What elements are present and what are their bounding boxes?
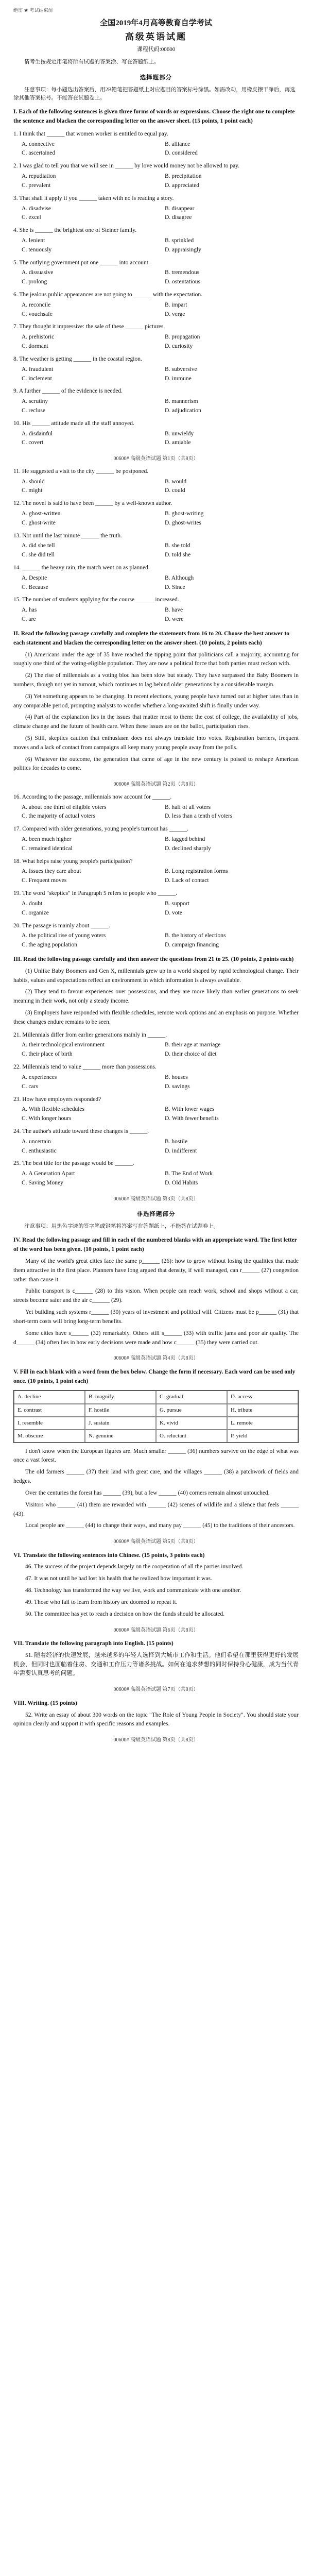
- part-v-heading: V. Fill in each blank with a word from the box below. Change the form if necessary. Each word can be used only once. (10 points, 1 point each): [13, 1368, 296, 1384]
- answer-option: D. verge: [165, 311, 185, 317]
- part-vii-text: 51. 随着经济的快速发展，越来越多的年轻人选择到大城市工作和生活。他们希望在那里获得更好的发展机会，但同时也面临着住房、交通和工作压力等诸多挑战。如何在追求梦想的同时保持身心健康，成为当代青年需要认真思考的问题。: [13, 1652, 299, 1677]
- part-vii-heading: VII. Translate the following paragraph into English. (15 points): [13, 1640, 174, 1647]
- passage-paragraph: (3) Yet something appears to be changing. In recent elections, young people have turned out at higher rates than in any comparable period, prompting analysts to wonder whether a long-awaited shift is finally under way.: [13, 693, 299, 709]
- translation-item: 46. The success of the project depends largely on the cooperation of all the parties involved.: [25, 1564, 244, 1570]
- question-stem: 2. I was glad to tell you that we will see in ______ by love would money not be allowed to pay.: [13, 163, 240, 170]
- word-bank-item: E. contrast: [14, 1404, 85, 1417]
- answer-option: A. experiences: [22, 1074, 57, 1080]
- answer-option: D. appraisingly: [165, 246, 201, 253]
- answer-option: B. With lower wages: [165, 1106, 215, 1113]
- answer-option: C. are: [22, 616, 36, 623]
- question-stem: 4. She is ______ the brightest one of Steiner family.: [13, 227, 137, 234]
- word-bank-item: G. pursue: [156, 1404, 227, 1417]
- option-list: [22, 205, 299, 223]
- passage-paragraph: (6) Whatever the outcome, the generation that came of age in the new century is poised to reshape American politics for decades to come.: [13, 756, 299, 772]
- answer-option: B. ghost-writing: [165, 510, 204, 517]
- answer-option: A. reconcile: [22, 301, 51, 308]
- word-bank-item: O. reluctant: [156, 1430, 227, 1443]
- answer-option: D. adjudication: [165, 407, 201, 414]
- question-stem: 22. Millennials tend to value ______ more than possessions.: [13, 1064, 157, 1071]
- option-list: [22, 1138, 299, 1156]
- passage-paragraph: (1) Unlike Baby Boomers and Gen X, millennials grew up in a world shaped by rapid technological change. Their habits, values and expectations reflect an environment in which information is always available.: [13, 968, 299, 984]
- answer-option: D. less than a tenth of voters: [165, 813, 233, 820]
- word-bank-item: K. vivid: [156, 1417, 227, 1430]
- answer-option: C. enthusiastic: [22, 1147, 57, 1154]
- option-list: [22, 236, 299, 255]
- page-footer-3: 00600# 高级英语试题 第3页（共8页）: [113, 1196, 199, 1202]
- part-vi-heading: VI. Translate the following sentences into Chinese. (15 points, 3 points each): [13, 1552, 205, 1558]
- answer-option: B. propagation: [165, 334, 200, 341]
- page-footer-6: 00600# 高级英语试题 第6页（共8页）: [113, 1627, 199, 1633]
- answer-option: C. dormant: [22, 343, 48, 350]
- question-stem: 21. Millennials differ from earlier generations mainly in ______.: [13, 1031, 167, 1038]
- answer-option: C. the majority of actual voters: [22, 813, 96, 820]
- confidential-mark: 绝密 ★ 考试结束前: [13, 8, 53, 13]
- part-i-questions: [13, 130, 299, 448]
- passage-paragraph: (2) They tend to favour experiences over possessions, and they are more likely than earlier generations to seek meaning in their work, not only a steady income.: [13, 989, 299, 1005]
- question-stem: 16. According to the passage, millennials now account for ______.: [13, 793, 172, 800]
- option-list: [22, 333, 299, 351]
- answer-option: D. told she: [165, 552, 191, 558]
- answer-option: B. support: [165, 900, 189, 907]
- exam-title: 全国2019年4月高等教育自学考试: [100, 19, 212, 27]
- answer-option: B. sprinkled: [165, 237, 194, 244]
- answer-option: B. hostile: [165, 1138, 188, 1145]
- answer-option: C. recluse: [22, 407, 45, 414]
- page-footer-2: 00600# 高级英语试题 第2页（共8页）: [113, 782, 199, 788]
- exam-subject: 高级英语试题: [125, 32, 187, 42]
- section-title-nonchoice: 非选择题部分: [136, 1211, 176, 1218]
- question-stem: 18. What helps raise young people's participation?: [13, 858, 133, 865]
- word-bank-item: L. remote: [227, 1417, 298, 1430]
- question-stem: 1. I think that ______ that women worker is entitled to equal pay.: [13, 130, 168, 137]
- question-stem: 3. That shall it apply if you ______ taken with no is reading a story.: [13, 195, 174, 201]
- answer-option: A. prehistoric: [22, 334, 55, 341]
- answer-option: C. prolong: [22, 279, 47, 285]
- answer-option: A. about one third of eligible voters: [22, 804, 107, 810]
- answer-option: C. their place of birth: [22, 1051, 73, 1058]
- option-list: [22, 1073, 299, 1092]
- question-stem: 19. The word "skeptics" in Paragraph 5 refers to people who ______.: [13, 890, 178, 897]
- option-list: [22, 867, 299, 886]
- answer-option: D. curiosity: [165, 343, 193, 350]
- answer-option: B. their age at marriage: [165, 1042, 221, 1048]
- option-list: [22, 606, 299, 624]
- part-ii-questions: [13, 793, 299, 950]
- answer-option: A. Issues they care about: [22, 868, 81, 875]
- answer-option: D. ostentatious: [165, 279, 200, 285]
- answer-option: A. fraudulent: [22, 366, 54, 372]
- answer-option: B. The End of Work: [165, 1171, 213, 1177]
- passage-paragraph: (2) The rise of millennials as a voting bloc has been slow but steady. They have surpassed the Baby Boomers in numbers, though not yet in turnout, which continues to lag behind older generations by a considerable margin.: [13, 672, 299, 688]
- answer-option: D. Old Habits: [165, 1180, 198, 1186]
- question-stem: 10. His ______ attitude made all the staff annoyed.: [13, 420, 134, 427]
- word-bank-item: M. obscure: [14, 1430, 85, 1443]
- answer-option: A. With flexible schedules: [22, 1106, 84, 1113]
- section-title-choice: 选择题部分: [140, 74, 172, 81]
- answer-option: A. been much higher: [22, 836, 72, 842]
- answer-option: B. mannerism: [165, 398, 198, 405]
- answer-option: D. immune: [165, 375, 192, 382]
- cloze-paragraph: Many of the world's great cities face the same p______ (26): how to grow without losing the qualities that made them attractive in the first place. Planners have long argued that density, if well managed, can r______ (27) congestion rather than cause it.: [13, 1258, 299, 1283]
- question-stem: 5. The outlying government put one ______ into account.: [13, 259, 150, 266]
- answer-option: C. With longer hours: [22, 1115, 72, 1122]
- answer-option: A. repudiation: [22, 173, 56, 180]
- answer-option: D. appreciated: [165, 182, 200, 189]
- part-viii-text: 52. Write an essay of about 300 words on the topic "The Role of Young People in Society". You should state your opinion clearly and support it with specific reasons and examples.: [13, 1711, 299, 1727]
- part-iv-passage: [13, 1257, 299, 1347]
- question-stem: 20. The passage is mainly about ______.: [13, 922, 110, 929]
- word-bank-item: P. yield: [227, 1430, 298, 1443]
- option-list: [22, 1105, 299, 1124]
- answer-option: B. alliance: [165, 141, 190, 147]
- part-i-questions-cont: [13, 467, 299, 624]
- answer-option: C. cars: [22, 1083, 38, 1090]
- part-vi-questions: [13, 1563, 299, 1619]
- option-list: [22, 268, 299, 287]
- question-stem: 11. He suggested a visit to the city ______ be postponed.: [13, 468, 149, 474]
- answer-option: D. indifferent: [165, 1147, 197, 1154]
- option-list: [22, 541, 299, 560]
- word-bank-item: I. resemble: [14, 1417, 85, 1430]
- answer-option: B. tremendous: [165, 269, 200, 276]
- answer-option: B. houses: [165, 1074, 188, 1080]
- page-footer-7: 00600# 高级英语试题 第7页（共8页）: [113, 1687, 199, 1693]
- question-stem: 6. The jealous public appearances are not going to ______ with the expectation.: [13, 292, 203, 298]
- translation-item: 49. Those who fail to learn from history are doomed to repeat it.: [25, 1599, 178, 1605]
- answer-option: A. their technological environment: [22, 1042, 105, 1048]
- answer-option: B. have: [165, 607, 183, 614]
- answer-option: D. Lack of contact: [165, 877, 209, 884]
- answer-option: B. disappear: [165, 205, 195, 212]
- answer-option: D. vote: [165, 909, 182, 916]
- fill-paragraph: The old farmers ______ (37) their land with great care, and the villages ______ (38) a patchwork of fields and hedges.: [13, 1469, 299, 1485]
- fill-paragraph: Visitors who ______ (41) them are rewarded with ______ (42) scenes of wildlife and a silence that feels ______ (43).: [13, 1501, 299, 1517]
- cloze-paragraph: Public transport is c______ (28) to this vision. When people can reach work, school and shops without a car, streets become safer and the air c______ (29).: [13, 1288, 299, 1304]
- option-list: [22, 510, 299, 528]
- answer-option: D. were: [165, 616, 184, 623]
- answer-option: A. connective: [22, 141, 55, 147]
- answer-option: A. disadvise: [22, 205, 51, 212]
- answer-option: D. savings: [165, 1083, 190, 1090]
- course-code: 课程代码:00600: [136, 46, 176, 53]
- word-bank-item: A. decline: [14, 1391, 85, 1403]
- answer-option: D. campaign financing: [165, 942, 219, 948]
- cloze-paragraph: Some cities have s______ (32) remarkably. Others still s______ (33) with traffic jams and poor air quality. The d______ (34) often lies in how early decisions were made and how c______ (35) they were carried out.: [13, 1330, 299, 1346]
- answer-option: A. lenient: [22, 237, 45, 244]
- instruction-note: 请考生按规定用笔将所有试题的答案涂、写在答题纸上。: [24, 59, 160, 65]
- answer-option: C. excel: [22, 214, 41, 221]
- answer-option: C. Frequent moves: [22, 877, 67, 884]
- answer-option: A. doubt: [22, 900, 43, 907]
- question-stem: 17. Compared with older generations, young people's turnout has ______.: [13, 826, 188, 833]
- option-list: [22, 835, 299, 854]
- question-stem: 12. The novel is said to have been ______ by a well-known author.: [13, 500, 172, 507]
- translation-item: 47. It was not until he had lost his health that he realized how important it was.: [25, 1575, 212, 1582]
- answer-option: A. scrutiny: [22, 398, 48, 405]
- answer-option: B. Long registration forms: [165, 868, 228, 875]
- part-viii-heading: VIII. Writing. (15 points): [13, 1700, 77, 1706]
- answer-option: D. With fewer benefits: [165, 1115, 219, 1122]
- word-bank-item: B. magnify: [85, 1391, 156, 1403]
- word-bank-item: N. genuine: [85, 1430, 156, 1443]
- option-list: [22, 365, 299, 384]
- answer-option: A. ghost-written: [22, 510, 61, 517]
- question-stem: 8. The weather is getting ______ in the coastal region.: [13, 355, 142, 362]
- option-list: [22, 301, 299, 319]
- option-list: [22, 803, 299, 822]
- answer-option: C. might: [22, 487, 43, 494]
- answer-option: B. she told: [165, 543, 190, 549]
- option-list: [22, 397, 299, 416]
- option-list: [22, 574, 299, 592]
- question-stem: 14. ______ the heavy rain, the match went on as planned.: [13, 565, 150, 571]
- word-bank-item: C. gradual: [156, 1391, 227, 1403]
- option-list: [22, 140, 299, 159]
- answer-option: A. should: [22, 478, 45, 485]
- question-stem: 23. How have employers responded?: [13, 1096, 101, 1103]
- header-line: [13, 7, 299, 14]
- option-list: [22, 172, 299, 191]
- passage-paragraph: (1) Americans under the age of 35 have reached the tipping point that politicians call a majority, accounting for roughly one third of the voting-eligible population. They are now a political force that both parties must reckon with.: [13, 651, 299, 667]
- translation-item: 50. The committee has yet to reach a decision on how the funds should be allocated.: [25, 1611, 225, 1617]
- question-stem: 15. The number of students applying for the course ______ increased.: [13, 597, 179, 603]
- answer-option: C. organize: [22, 909, 49, 916]
- page-footer-1: 00600# 高级英语试题 第1页（共8页）: [113, 456, 199, 462]
- answer-option: B. lagged behind: [165, 836, 205, 842]
- question-stem: 7. They thought it impressive: the sale of these ______ pictures.: [13, 324, 165, 330]
- answer-option: B. Although: [165, 574, 194, 581]
- word-bank-item: J. sustain: [85, 1417, 156, 1430]
- answer-option: C. ghost-write: [22, 519, 56, 526]
- option-list: [22, 478, 299, 496]
- answer-option: B. impart: [165, 301, 187, 308]
- part-i-heading: I. Each of the following sentences is given three forms of words or expressions. Choose the right one to complete the sentence and blacken the corresponding letter on the answer sheet. (15 points, 1 point each): [13, 109, 295, 124]
- passage-paragraph: (3) Employers have responded with flexible schedules, remote work options and an emphasis on purpose. Whether these changes endure remains to be seen.: [13, 1010, 299, 1025]
- answer-option: C. she did tell: [22, 552, 55, 558]
- answer-option: A. A Generation Apart: [22, 1171, 75, 1177]
- choice-note: 注意事项：每小题选出答案后，用2B铅笔把答题纸上对应题目的答案标号涂黑。如需改动，用橡皮擦干净后，再选涂其他答案标号。不能答在试题卷上。: [13, 87, 296, 101]
- answer-option: C. Saving Money: [22, 1180, 63, 1186]
- option-list: [22, 1170, 299, 1188]
- fill-paragraph: I don't know when the European figures are. Much smaller ______ (36) numbers survive on the edge of what was once a vast forest.: [13, 1448, 299, 1464]
- answer-option: B. precipitation: [165, 173, 202, 180]
- answer-option: C. vouchsafe: [22, 311, 53, 317]
- answer-option: A. the political rise of young voters: [22, 933, 106, 939]
- answer-option: C. prevalent: [22, 182, 51, 189]
- answer-option: B. unwieldy: [165, 430, 194, 437]
- part-v-passage: [13, 1447, 299, 1531]
- word-bank: [13, 1390, 299, 1443]
- answer-option: B. would: [165, 478, 187, 485]
- nonchoice-note: 注意事项：用黑色字迹的签字笔或钢笔将答案写在答题纸上，不能答在试题卷上。: [24, 1224, 219, 1230]
- page-footer-8: 00600# 高级英语试题 第8页（共8页）: [113, 1737, 199, 1743]
- answer-option: A. dissuasive: [22, 269, 54, 276]
- answer-option: D. ghost-writes: [165, 519, 201, 526]
- part-iii-questions: [13, 1031, 299, 1188]
- page-footer-4: 00600# 高级英语试题 第4页（共8页）: [113, 1355, 199, 1362]
- part-iii-heading: III. Read the following passage carefully and then answer the questions from 21 to 25. (10 points, 2 points each): [13, 956, 294, 962]
- answer-option: D. their choice of diet: [165, 1051, 217, 1058]
- answer-option: A. disdainful: [22, 430, 53, 437]
- answer-option: C. covert: [22, 439, 44, 446]
- answer-option: D. disagree: [165, 214, 192, 221]
- answer-option: C. inclement: [22, 375, 52, 382]
- answer-option: C. remained identical: [22, 845, 73, 852]
- question-stem: 9. A further ______ of the evidence is needed.: [13, 388, 123, 395]
- part-ii-passage: [13, 651, 299, 774]
- translation-item: 48. Technology has transformed the way we live, work and communicate with one another.: [25, 1587, 241, 1594]
- answer-option: B. half of all voters: [165, 804, 211, 810]
- part-ii-heading: II. Read the following passage carefully and complete the statements from 16 to 20. Choose the best answer to each statement and blacken the corresponding letter on the answer sheet. (10 points, 2 points each): [13, 630, 289, 646]
- answer-option: B. subversive: [165, 366, 197, 372]
- answer-option: D. could: [165, 487, 185, 494]
- answer-option: A. did she tell: [22, 543, 55, 549]
- question-stem: 25. The best title for the passage would be ______.: [13, 1160, 134, 1167]
- answer-option: A. Despite: [22, 574, 47, 581]
- answer-option: D. Since: [165, 584, 185, 590]
- answer-option: D. amiable: [165, 439, 191, 446]
- answer-option: A. uncertain: [22, 1138, 51, 1145]
- question-stem: 24. The author's attitude toward these changes is ______.: [13, 1128, 149, 1134]
- passage-paragraph: (5) Still, skeptics caution that enthusiasm does not always translate into votes. Registration barriers, frequent moves and a lack of contact from campaigns all keep many young people away from the polls.: [13, 735, 299, 751]
- word-bank-item: H. tribute: [227, 1404, 298, 1417]
- word-bank-item: F. hostile: [85, 1404, 156, 1417]
- option-list: [22, 931, 299, 950]
- part-iv-heading: IV. Read the following passage and fill in each of the numbered blanks with an appropriate word. The first letter of the word has been given. (10 points, 1 point each): [13, 1237, 297, 1253]
- question-stem: 13. Not until the last minute ______ the truth.: [13, 532, 122, 539]
- answer-option: A. has: [22, 607, 37, 614]
- answer-option: C. Because: [22, 584, 48, 590]
- answer-option: C. tenuously: [22, 246, 52, 253]
- answer-option: C. ascertained: [22, 150, 56, 157]
- option-list: [22, 900, 299, 918]
- option-list: [22, 1041, 299, 1059]
- cloze-paragraph: Yet building such systems r______ (30) years of investment and political will. Citizens must be p______ (31) that short-term costs will bring long-term benefits.: [13, 1309, 299, 1325]
- page-footer-5: 00600# 高级英语试题 第5页（共8页）: [113, 1539, 199, 1545]
- part-iii-passage: [13, 967, 299, 1027]
- word-bank-item: D. access: [227, 1391, 298, 1403]
- passage-paragraph: (4) Part of the explanation lies in the issues that matter most to them: the cost of college, the availability of jobs, climate change and the future of health care. When these issues are on the ballot, participation rises.: [13, 714, 299, 730]
- answer-option: C. the aging population: [22, 942, 77, 948]
- answer-option: B. the history of elections: [165, 933, 226, 939]
- answer-option: D. considered: [165, 150, 198, 157]
- fill-paragraph: Over the centuries the forest has ______ (39), but a few ______ (40) corners remain almost untouched.: [25, 1489, 270, 1496]
- option-list: [22, 430, 299, 448]
- answer-option: D. declined sharply: [165, 845, 211, 852]
- fill-paragraph: Local people are ______ (44) to change their ways, and many pay ______ (45) to the traditions of their ancestors.: [25, 1522, 295, 1529]
